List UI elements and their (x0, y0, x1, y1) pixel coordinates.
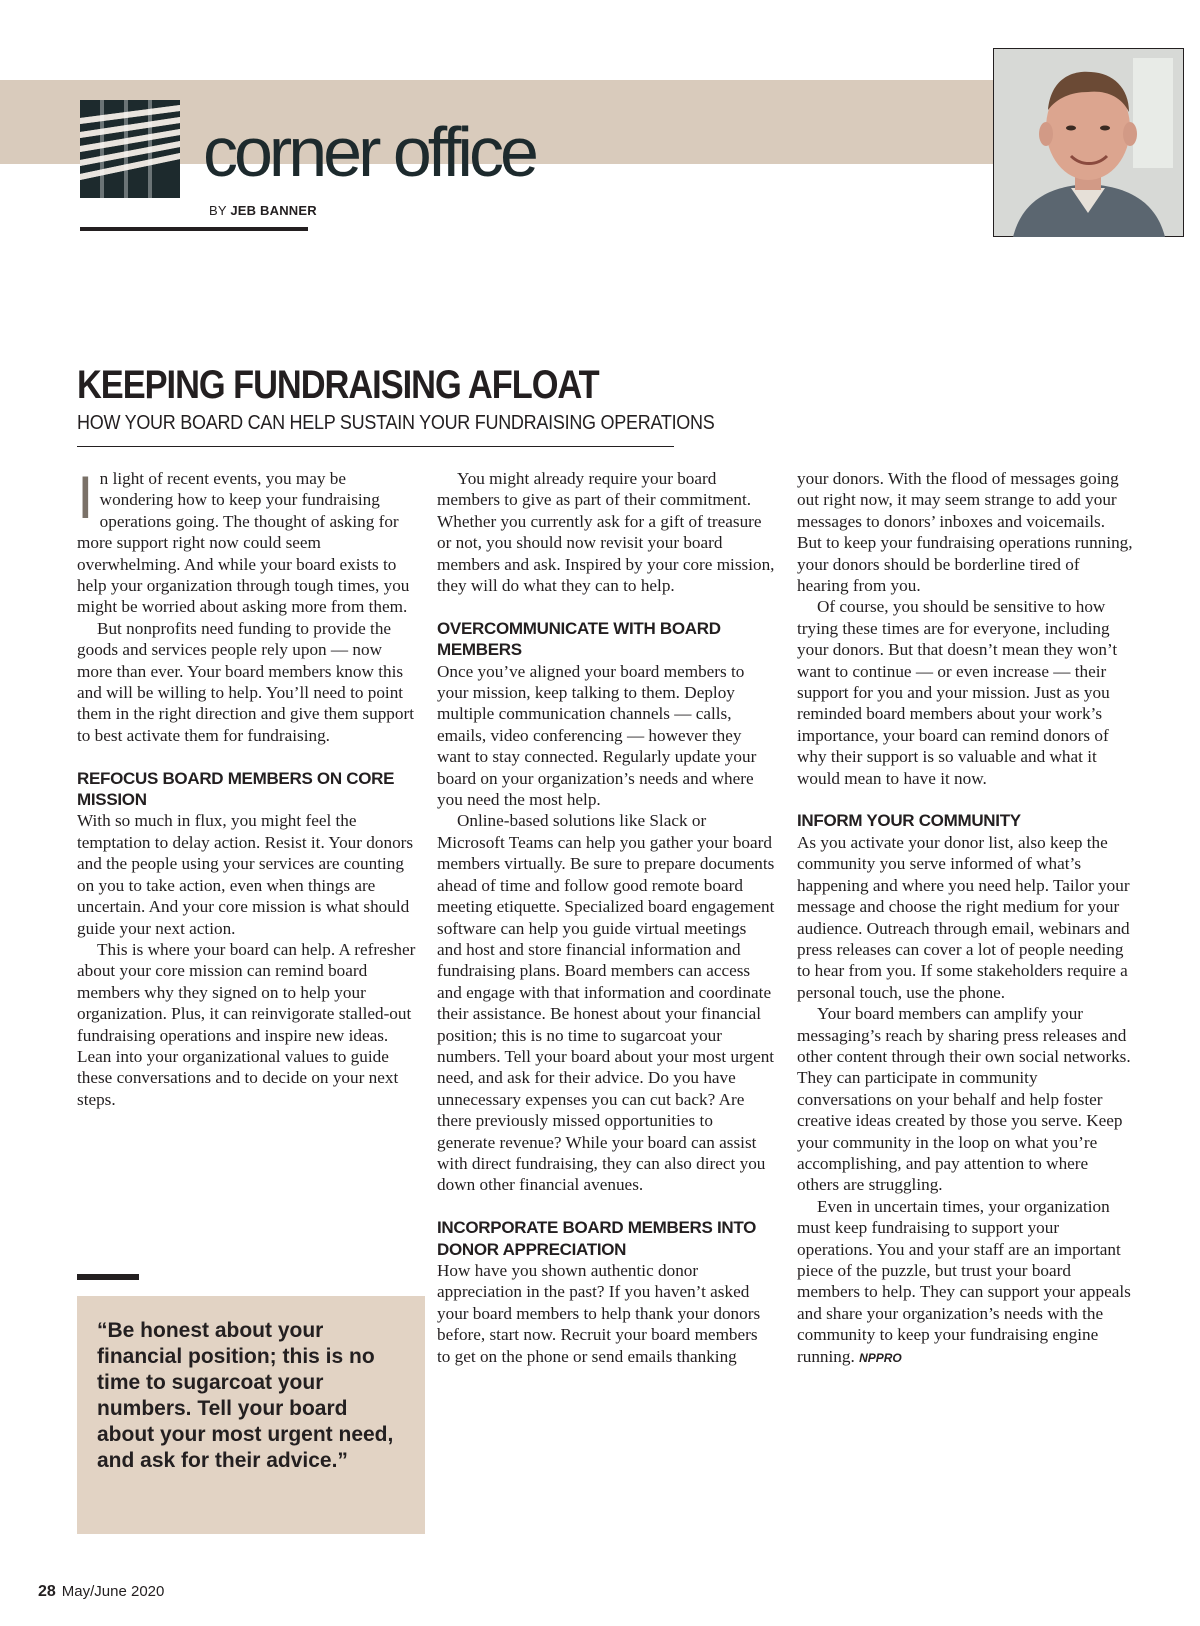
byline-prefix: BY (209, 203, 227, 218)
pull-quote-bar (77, 1274, 139, 1280)
paragraph: Your board members can amplify your messaging’s reach by sharing press releases and other content through their own social networks. They can participate in community conversations on your behalf and help foster creative ideas created by those you serve. Keep your community in the loop on what you’re accomplishing, and pay attention to where others are struggling. (797, 1004, 1131, 1195)
column-2 (437, 468, 775, 1367)
author-photo (993, 48, 1184, 237)
paragraph: With so much in flux, you might feel the temptation to delay action. Resist it. Your donors and the people using your services are counting on you to take action, even when things are uncertain. And your core mission is what should guide your next action. (77, 811, 414, 938)
header-rule (80, 227, 308, 231)
column-3 (797, 468, 1133, 1369)
paragraph: Of course, you should be sensitive to how trying these times are for everyone, including your donors. But that doesn’t mean they won’t want to continue — or even increase — their support for you and your mission. Just as you reminded board members about your work’s importance, your board can remind donors of why their support is so valuable and what it would mean to have it now. (797, 597, 1118, 788)
paragraph: Once you’ve aligned your board members to your mission, keep talking to them. Deploy multiple communication channels — calls, emails, video conferencing — however they want to stay connected. Regularly update your board on your organization’s needs and where you need the most help. (437, 661, 757, 810)
signoff: NPPRO (859, 1350, 902, 1365)
paragraph: In light of recent events, you may be wondering how to keep your fundraising operations going. The thought of asking for more support right now could seem overwhelming. And while your board exists to help your organization through tough times, you might be worried about asking more from them. (77, 464, 410, 617)
section-heading: REFOCUS BOARD MEMBERS ON CORE MISSION (77, 768, 395, 810)
paragraph: As you activate your donor list, also keep the community you serve informed of what’s happening and where you need help. Tailor your message and choose the right medium for your audience. Outreach through email, webinars and press releases can cover a lot of people needing to hear from you. If some stakeholders require a personal touch, use the phone. (797, 832, 1130, 1002)
building-icon (80, 100, 180, 198)
drop-cap: I (77, 464, 94, 531)
paragraph: Even in uncertain times, your organization must keep fundraising to support your operations. You and your staff are an important piece of the puzzle, but trust your board members to help. They can support your appeals and share your organization’s needs with the community to keep your fundraising engine running. NPPRO (797, 1196, 1131, 1366)
paragraph: How have you shown authentic donor appreciation in the past? If you haven’t asked your board members to help thank your donors before, start now. Recruit your board members to get on the phone or send emails thanking (437, 1261, 761, 1366)
article-headline: KEEPING FUNDRAISING AFLOAT (77, 363, 599, 407)
column-1 (77, 464, 417, 1110)
author-name: JEB BANNER (230, 203, 317, 218)
paragraph: You might already require your board members to give as part of their commitment. Whether you currently ask for a gift of treasure or not, you should now revisit your board members and ask. Inspired by your core mission, they will do what they can to help. (437, 469, 775, 596)
paragraph: your donors. With the flood of messages going out right now, it may seem strange to add your messages to donors’ inboxes and voicemails. But to keep your fundraising operations running, your donors should be borderline tired of hearing from you. (797, 469, 1133, 596)
deck-rule (77, 446, 674, 447)
paragraph: But nonprofits need funding to provide the goods and services people rely upon — now more than ever. Your board members know this and will be willing to help. You’ll need to point them in the right direction and give them support to best activate them for fundraising. (77, 618, 414, 745)
pull-quote-text: “Be honest about your financial position; this is no time to sugarcoat your numbers. Tell your board about your most urgent need, and ask for their advice.” (97, 1319, 394, 1472)
section-heading: INFORM YOUR COMMUNITY (797, 811, 1021, 831)
byline (209, 203, 317, 218)
paragraph: Online-based solutions like Slack or Microsoft Teams can help you gather your board members virtually. Be sure to prepare documents ahead of time and follow good remote board meeting etiquette. Specialized board engagement software can help you guide virtual meetings and host and store financial information and fundraising plans. Board members can access and engage with that information and coordinate their assistance. Be honest about your financial position; this is no time to sugarcoat your numbers. Tell your board about your most urgent need, and ask for their advice. Do you have unnecessary expenses you can cut back? Are there previously missed opportunities to generate revenue? While your board can assist with direct fundraising, they can also direct you down other financial avenues. (437, 811, 775, 1195)
paragraph: This is where your board can help. A refresher about your core mission can remind board members why they signed on to help your organization. Plus, it can reinvigorate stalled-out fundraising operations and inspire new ideas. Lean into your organizational values to guide these conversations and to decide on your next steps. (77, 939, 416, 1109)
department-title: corner office (203, 113, 535, 191)
section-heading: INCORPORATE BOARD MEMBERS INTO DONOR APPRECIATION (437, 1218, 757, 1259)
pull-quote-box (77, 1296, 425, 1534)
section-heading: OVERCOMMUNICATE WITH BOARD MEMBERS (437, 618, 721, 660)
article-deck: HOW YOUR BOARD CAN HELP SUSTAIN YOUR FUNDRAISING OPERATIONS (77, 412, 715, 434)
issue-date: May/June 2020 (61, 1583, 165, 1600)
page-number: 28 (38, 1583, 56, 1600)
page-footer (38, 1583, 164, 1601)
